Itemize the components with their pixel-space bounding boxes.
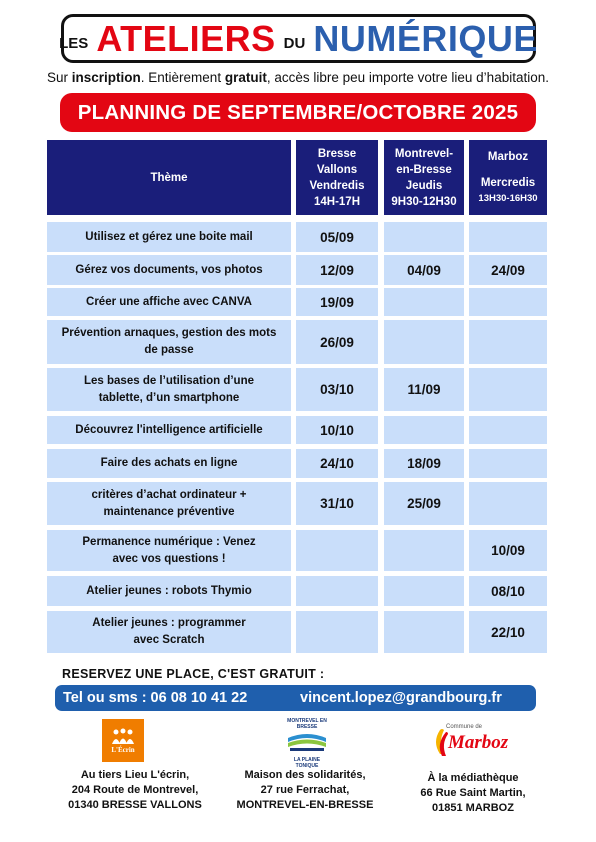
ecrin-logo-figures-icon <box>110 728 136 746</box>
row-theme: Découvrez l'intelligence artificielle <box>47 416 291 444</box>
marboz-logo-text: Marboz <box>448 732 509 753</box>
header-montrevel-line: Montrevel- <box>394 147 454 160</box>
banner-les: LES <box>59 35 89 52</box>
contact-email[interactable]: vincent.lopez@grandbourg.fr <box>300 690 502 706</box>
row-date-bresse: 26/09 <box>296 320 378 364</box>
row-date-bresse: 10/10 <box>296 416 378 444</box>
address-line: Maison des solidarités, <box>244 769 366 781</box>
banner-ateliers: ATELIERS <box>96 17 276 59</box>
header-theme <box>47 140 291 215</box>
row-theme: Prévention arnaques, gestion des mots de passe <box>47 320 291 364</box>
row-date-marboz <box>469 288 547 316</box>
banner-numerique: NUMÉRIQUE <box>313 17 538 59</box>
header-marboz-line: Mercredis <box>480 176 536 189</box>
header-bresse-line: Bresse <box>317 147 357 160</box>
address-line: Au tiers Lieu L'écrin, <box>80 769 190 781</box>
row-date-bresse <box>296 611 378 653</box>
row-date-montrevel <box>384 530 464 571</box>
row-date-montrevel <box>384 576 464 606</box>
row-date-marboz: 10/09 <box>469 530 547 571</box>
row-date-bresse: 31/10 <box>296 482 378 525</box>
row-theme: Gérez vos documents, vos photos <box>47 255 291 285</box>
address-montrevel <box>215 768 395 813</box>
header-marboz <box>469 140 547 215</box>
header-marboz-line <box>469 165 547 175</box>
row-date-marboz <box>469 222 547 252</box>
row-theme: Atelier jeunes : programmer avec Scratch <box>47 611 291 653</box>
row-date-bresse: 03/10 <box>296 368 378 411</box>
row-date-montrevel: 04/09 <box>384 255 464 285</box>
ecrin-logo <box>102 719 144 762</box>
row-theme: Permanence numérique : Venez avec vos questions ! <box>47 530 291 571</box>
marboz-logo <box>430 724 520 760</box>
banner-du: DU <box>283 35 306 52</box>
row-date-marboz: 08/10 <box>469 576 547 606</box>
row-date-montrevel <box>384 288 464 316</box>
row-date-marboz <box>469 320 547 364</box>
montrevel-logo-bottom: LA PLAINE TONIQUE <box>293 757 321 769</box>
row-date-marboz: 22/10 <box>469 611 547 653</box>
row-theme: Créer une affiche avec CANVA <box>47 288 291 316</box>
address-line: 27 rue Ferrachat, <box>260 784 350 796</box>
address-bresse-vallons <box>45 768 225 813</box>
address-line: MONTREVEL-EN-BRESSE <box>236 799 374 811</box>
row-date-marboz <box>469 482 547 525</box>
row-theme: critères d’achat ordinateur + maintenance préventive <box>47 482 291 525</box>
row-theme: Les bases de l’utilisation d’une tablette, d’un smartphone <box>47 368 291 411</box>
ecrin-logo-text: L'Écrin <box>111 745 135 754</box>
subtitle-text: , accès libre peu importe votre lieu d’habitation. <box>266 70 549 85</box>
row-date-bresse: 05/09 <box>296 222 378 252</box>
row-date-montrevel: 25/09 <box>384 482 464 525</box>
montrevel-logo-top: MONTREVEL EN BRESSE <box>287 718 327 730</box>
address-line: 66 Rue Saint Martin, <box>420 787 526 799</box>
reserve-heading: RESERVEZ UNE PLACE, C'EST GRATUIT : <box>62 667 325 681</box>
subtitle-inscription: inscription <box>71 70 141 85</box>
title-banner <box>61 14 536 63</box>
subtitle-gratuit: gratuit <box>224 70 267 85</box>
row-date-marboz: 24/09 <box>469 255 547 285</box>
address-line: 01340 BRESSE VALLONS <box>68 799 202 811</box>
header-bresse-line: Vallons <box>316 163 358 176</box>
header-montrevel-line: 9H30-12H30 <box>391 195 457 208</box>
row-date-montrevel <box>384 320 464 364</box>
row-date-montrevel: 18/09 <box>384 449 464 478</box>
planning-title: PLANNING DE SEPTEMBRE/OCTOBRE 2025 <box>60 93 536 132</box>
row-theme: Atelier jeunes : robots Thymio <box>47 576 291 606</box>
address-marboz <box>388 771 558 816</box>
row-date-bresse: 19/09 <box>296 288 378 316</box>
header-bresse <box>296 140 378 215</box>
montrevel-logo-waves-icon <box>282 730 332 752</box>
row-date-bresse: 24/10 <box>296 449 378 478</box>
row-date-montrevel <box>384 222 464 252</box>
subtitle-text: . Entièrement <box>140 70 225 85</box>
header-montrevel <box>384 140 464 215</box>
header-montrevel-line: en-Bresse <box>396 163 452 176</box>
row-date-bresse: 12/09 <box>296 255 378 285</box>
header-bresse-line: Vendredis <box>309 179 365 192</box>
row-theme: Faire des achats en ligne <box>47 449 291 478</box>
subtitle <box>0 70 596 85</box>
subtitle-text: Sur <box>47 70 72 85</box>
row-date-bresse <box>296 530 378 571</box>
header-theme-label: Thème <box>150 171 188 184</box>
header-marboz-line: Marboz <box>487 150 529 163</box>
contact-phone[interactable]: Tel ou sms : 06 08 10 41 22 <box>63 690 248 706</box>
row-date-bresse <box>296 576 378 606</box>
row-date-montrevel <box>384 611 464 653</box>
row-theme: Utilisez et gérez une boite mail <box>47 222 291 252</box>
row-date-marboz <box>469 368 547 411</box>
row-date-montrevel: 11/09 <box>384 368 464 411</box>
row-date-montrevel <box>384 416 464 444</box>
montrevel-logo <box>282 718 332 769</box>
header-bresse-line: 14H-17H <box>313 195 361 208</box>
row-date-marboz <box>469 449 547 478</box>
row-date-marboz <box>469 416 547 444</box>
marboz-logo-small: Commune de <box>446 724 483 730</box>
address-line: 204 Route de Montrevel, <box>71 784 199 796</box>
contact-bar <box>55 685 536 711</box>
header-marboz-line: 13H30-16H30 <box>478 192 538 204</box>
address-line: À la médiathèque <box>427 772 519 784</box>
address-line: 01851 MARBOZ <box>432 802 514 814</box>
header-montrevel-line: Jeudis <box>405 179 443 192</box>
